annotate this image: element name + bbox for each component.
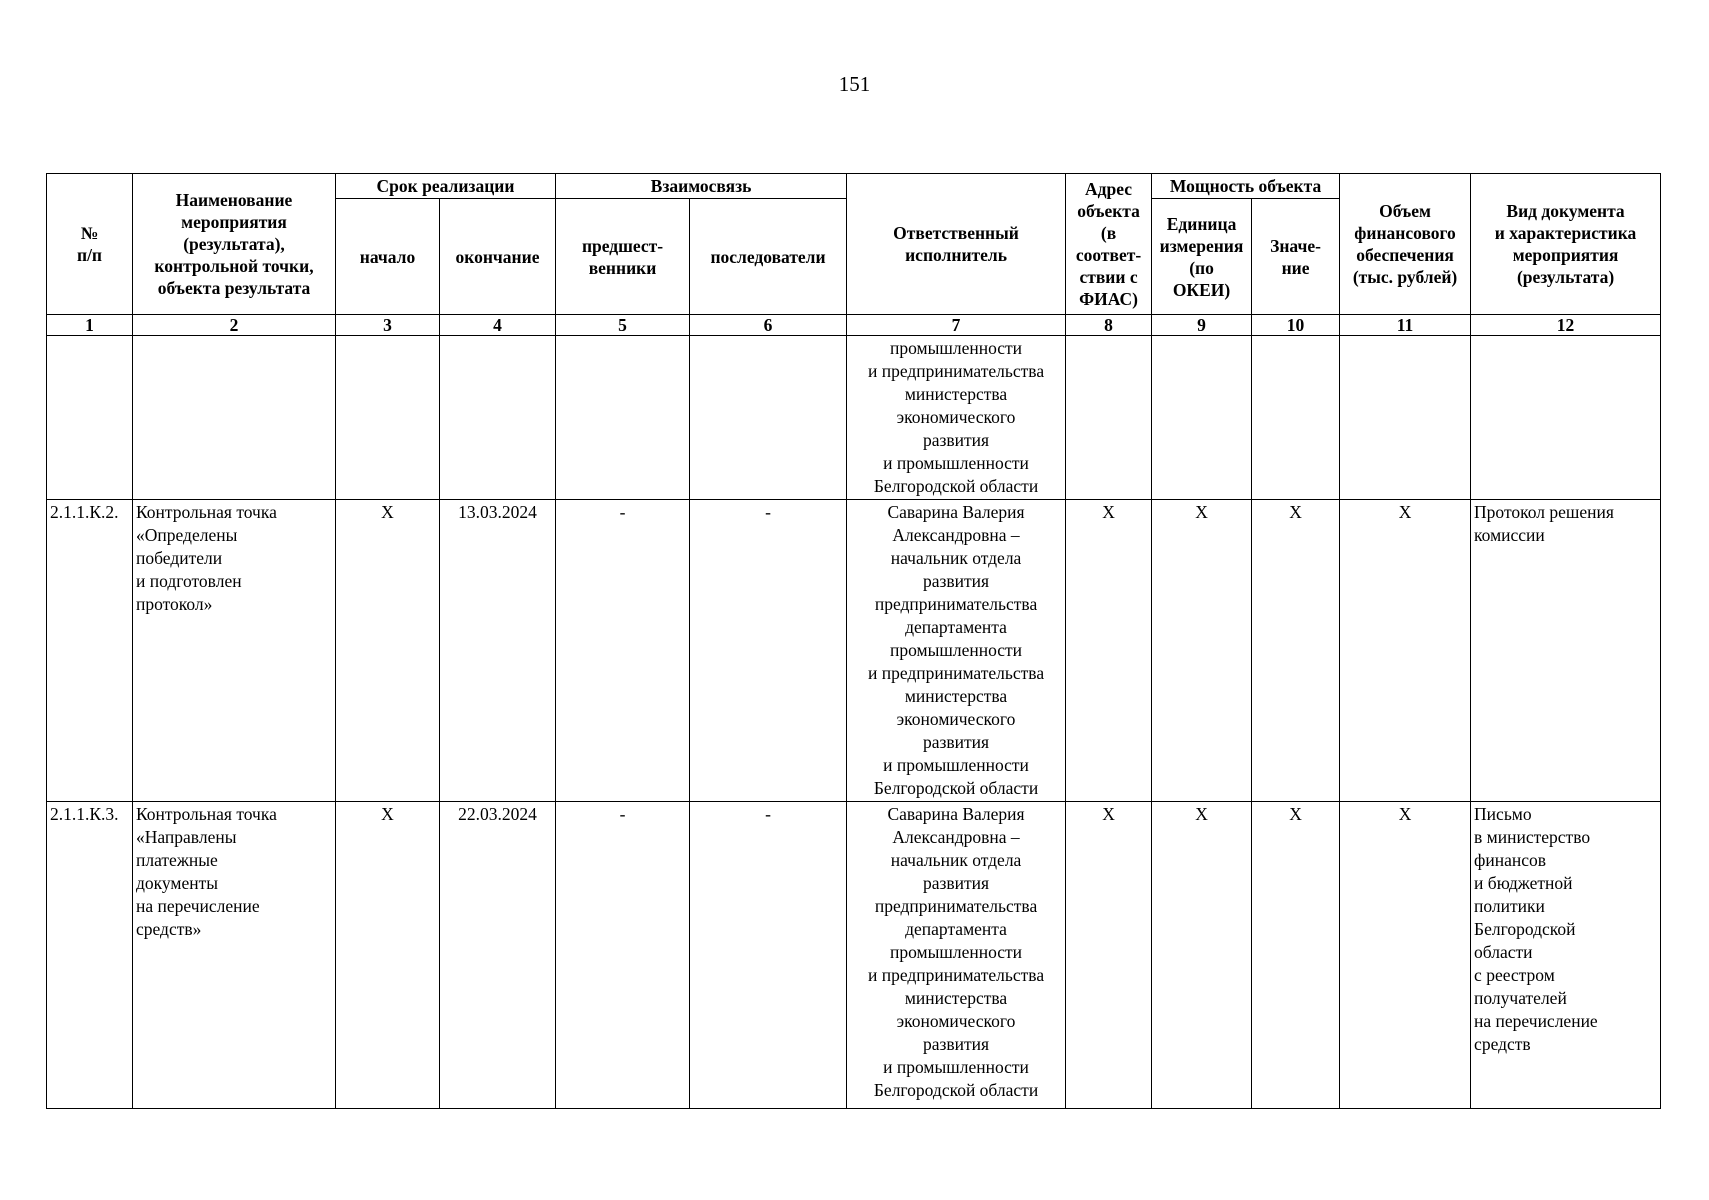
- cell-address: Х: [1066, 802, 1152, 1109]
- cell-succ: [690, 336, 847, 500]
- header-address: Адрес объекта (в соответ- ствии с ФИАС): [1066, 174, 1152, 315]
- cell-name: Контрольная точка «Определены победители и подготовлен протокол»: [133, 500, 336, 802]
- cell-start: Х: [336, 500, 440, 802]
- column-number: 5: [556, 315, 690, 336]
- column-number: 11: [1340, 315, 1471, 336]
- cell-finance: Х: [1340, 500, 1471, 802]
- cell-succ: -: [690, 500, 847, 802]
- cell-address: [1066, 336, 1152, 500]
- cell-finance: [1340, 336, 1471, 500]
- page-number: 151: [838, 72, 871, 96]
- cell-value: Х: [1252, 802, 1340, 1109]
- header-term-start: начало: [336, 199, 440, 315]
- cell-end: 13.03.2024: [440, 500, 556, 802]
- column-number: 1: [47, 315, 133, 336]
- cell-doc: Письмо в министерство финансов и бюджетной политики Белгородской области с реестром получателей на перечисление средств: [1471, 802, 1661, 1109]
- header-finance: Объем финансового обеспечения (тыс. рублей): [1340, 174, 1471, 315]
- cell-start: Х: [336, 802, 440, 1109]
- cell-doc: [1471, 336, 1661, 500]
- cell-pred: -: [556, 500, 690, 802]
- column-number: 12: [1471, 315, 1661, 336]
- header-link-pred: предшест- венники: [556, 199, 690, 315]
- header-term: Срок реализации: [336, 174, 556, 199]
- table-row: [47, 336, 1661, 500]
- column-number: 10: [1252, 315, 1340, 336]
- cell-name: Контрольная точка «Направлены платежные документы на перечисление средств»: [133, 802, 336, 1109]
- column-number: 4: [440, 315, 556, 336]
- cell-pred: [556, 336, 690, 500]
- cell-doc: Протокол решения комиссии: [1471, 500, 1661, 802]
- cell-start: [336, 336, 440, 500]
- header-row-top: [47, 174, 1661, 199]
- header-link-succ: последователи: [690, 199, 847, 315]
- cell-executor: Саварина Валерия Александровна – начальник отдела развития предпринимательства департамента промышленности и предпринимательства министерства экономического развития и промышленности Белгородской области: [847, 802, 1066, 1109]
- column-number: 8: [1066, 315, 1152, 336]
- cell-end: [440, 336, 556, 500]
- cell-unit: [1152, 336, 1252, 500]
- column-number: 9: [1152, 315, 1252, 336]
- header-num: № п/п: [47, 174, 133, 315]
- header-capacity: Мощность объекта: [1152, 174, 1340, 199]
- table-row: [47, 500, 1661, 802]
- cell-num: 2.1.1.К.2.: [47, 500, 133, 802]
- cell-name: [133, 336, 336, 500]
- cell-unit: Х: [1152, 802, 1252, 1109]
- cell-value: Х: [1252, 500, 1340, 802]
- cell-value: [1252, 336, 1340, 500]
- column-number: 3: [336, 315, 440, 336]
- header-doc: Вид документа и характеристика мероприятия (результата): [1471, 174, 1661, 315]
- cell-pred: -: [556, 802, 690, 1109]
- column-number: 2: [133, 315, 336, 336]
- header-term-end: окончание: [440, 199, 556, 315]
- cell-unit: Х: [1152, 500, 1252, 802]
- cell-finance: Х: [1340, 802, 1471, 1109]
- column-number: 7: [847, 315, 1066, 336]
- cell-num: [47, 336, 133, 500]
- cell-succ: -: [690, 802, 847, 1109]
- column-numbers-row: [47, 315, 1661, 336]
- header-executor: Ответственный исполнитель: [847, 174, 1066, 315]
- header-capacity-unit: Единица измерения (по ОКЕИ): [1152, 199, 1252, 315]
- header-capacity-value: Значе- ние: [1252, 199, 1340, 315]
- cell-num: 2.1.1.К.3.: [47, 802, 133, 1109]
- header-link: Взаимосвязь: [556, 174, 847, 199]
- header-name: Наименование мероприятия (результата), контрольной точки, объекта результата: [133, 174, 336, 315]
- cell-end: 22.03.2024: [440, 802, 556, 1109]
- cell-address: Х: [1066, 500, 1152, 802]
- column-number: 6: [690, 315, 847, 336]
- cell-executor: Саварина Валерия Александровна – начальник отдела развития предпринимательства департамента промышленности и предпринимательства министерства экономического развития и промышленности Белгородской области: [847, 500, 1066, 802]
- cell-executor: промышленности и предпринимательства министерства экономического развития и промышленности Белгородской области: [847, 336, 1066, 500]
- plan-table: [46, 173, 1661, 1109]
- table-row: [47, 802, 1661, 1109]
